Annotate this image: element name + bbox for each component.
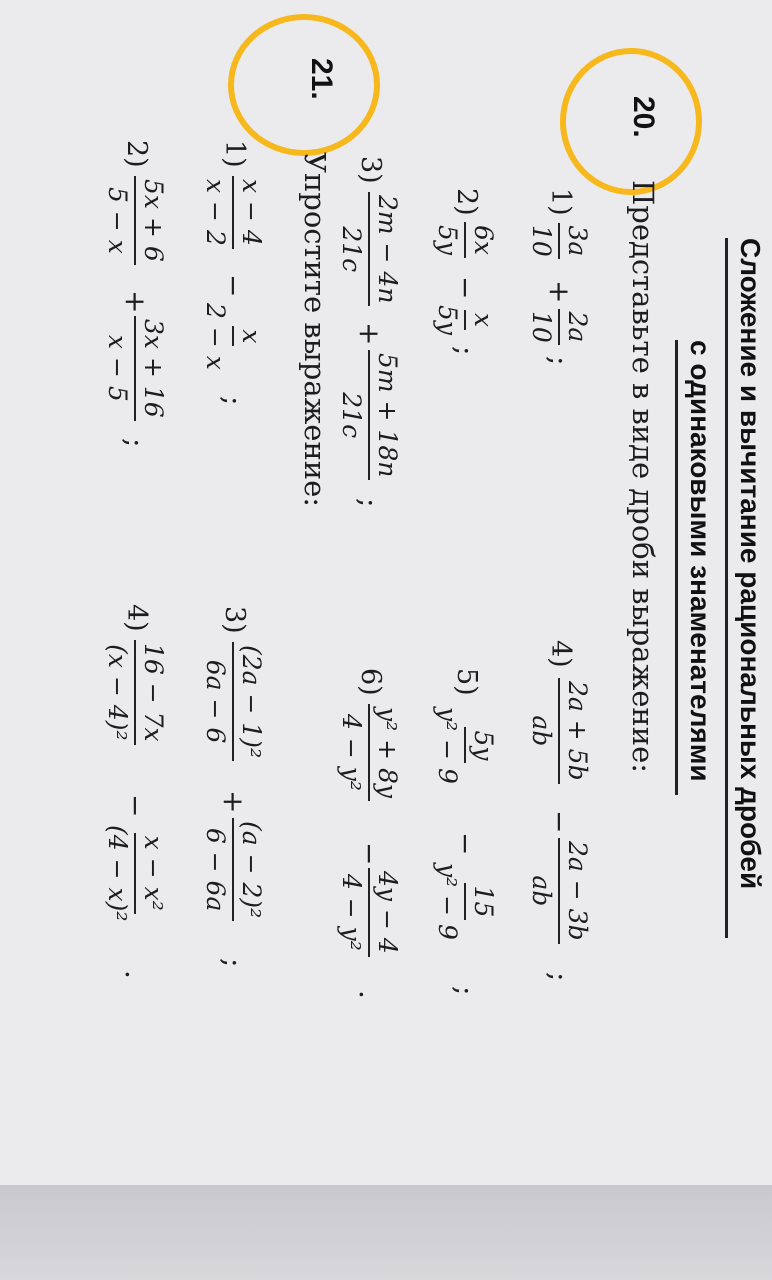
item-20-5-fraction-b: 15 y² − 9: [433, 863, 498, 940]
item-21-2-end: ;: [119, 438, 152, 448]
item-20-5-end: ;: [449, 986, 482, 996]
item-20-5-label: 5): [451, 668, 482, 696]
item-20-3-fraction-a: 2m − 4n 21c: [336, 192, 402, 306]
item-20-3-label: 3): [355, 156, 386, 184]
item-20-1-label: 1): [545, 188, 576, 216]
exercise-21-prompt: Упростите выражение:: [298, 152, 332, 508]
item-20-6-fraction-b: 4y − 4 4 − y²: [336, 868, 402, 957]
item-21-4-fraction-b: x − x² (4 − x)²: [103, 825, 168, 922]
item-20-1-fraction-b: 2a 10: [526, 308, 592, 346]
item-21-2-operator: +: [119, 290, 152, 314]
item-21-4-operator: −: [119, 794, 152, 818]
item-20-4-fraction-a: 2a + 5b ab: [526, 678, 592, 784]
item-21-1-end: ;: [217, 396, 250, 406]
item-20-6-operator: −: [353, 842, 386, 866]
item-21-2-fraction-a: 5x + 6 5 − x: [102, 176, 168, 265]
item-20-6-label: 6): [355, 668, 386, 696]
page-edge-shadow: [0, 1185, 772, 1280]
item-20-3-operator: +: [353, 322, 386, 346]
item-20-1-operator: +: [543, 280, 576, 304]
item-20-1-end: ;: [543, 356, 576, 366]
exercise-20-number: 20.: [627, 96, 660, 138]
item-21-4-fraction-a: 16 − 7x (x − 4)²: [102, 640, 168, 745]
item-21-1-label: 1): [219, 140, 250, 168]
item-21-3-operator: +: [217, 790, 250, 814]
item-21-2-fraction-b: 3x + 16 x − 5: [102, 316, 168, 421]
item-20-1-fraction-a: 3a 10: [526, 222, 592, 260]
item-20-3-end: ;: [353, 498, 386, 508]
item-21-3-end: ;: [217, 958, 250, 968]
item-21-3-fraction-a: (2a − 1)² 6a − 6: [200, 642, 266, 761]
item-21-4-end: .: [119, 970, 152, 979]
item-20-4-fraction-b: 2a − 3b ab: [526, 838, 592, 944]
heading-underline-2: [675, 340, 678, 795]
heading-underline: [725, 238, 728, 938]
item-20-5-fraction-a: 5y y² − 9: [433, 707, 498, 784]
item-20-3-fraction-b: 5m + 18n 21c: [336, 350, 402, 480]
item-20-2-fraction-b: x 5y: [433, 305, 498, 336]
item-21-2-label: 2): [121, 140, 152, 168]
item-21-1-fraction-a: x − 4 x − 2: [200, 176, 266, 249]
item-20-2-label: 2): [451, 188, 482, 216]
item-20-2-fraction-a: 6x 5y: [432, 222, 498, 258]
item-20-4-operator: −: [543, 810, 576, 834]
item-21-1-fraction-b: x 2 − x: [201, 303, 266, 370]
item-20-2-operator: −: [449, 276, 482, 300]
item-21-1-operator: −: [217, 274, 250, 298]
item-20-6-fraction-a: y² + 8y 4 − y²: [336, 704, 402, 801]
item-20-2-end: ;: [449, 346, 482, 356]
section-heading-line1: Сложение и вычитание рациональных дробей: [735, 238, 766, 890]
item-20-4-label: 4): [545, 640, 576, 668]
item-21-3-label: 3): [219, 606, 250, 634]
item-20-4-end: ;: [543, 972, 576, 982]
section-heading-line2: с одинаковыми знаменателями: [685, 340, 716, 782]
item-20-5-operator: −: [449, 832, 482, 856]
item-21-3-fraction-b: (a − 2)² 6 − 6a: [200, 818, 266, 921]
item-20-6-end: .: [353, 990, 386, 999]
item-21-4-label: 4): [121, 604, 152, 632]
exercise-20-prompt: Представьте в виде дроби выражение:: [626, 180, 660, 773]
exercise-21-number: 21.: [305, 58, 338, 100]
